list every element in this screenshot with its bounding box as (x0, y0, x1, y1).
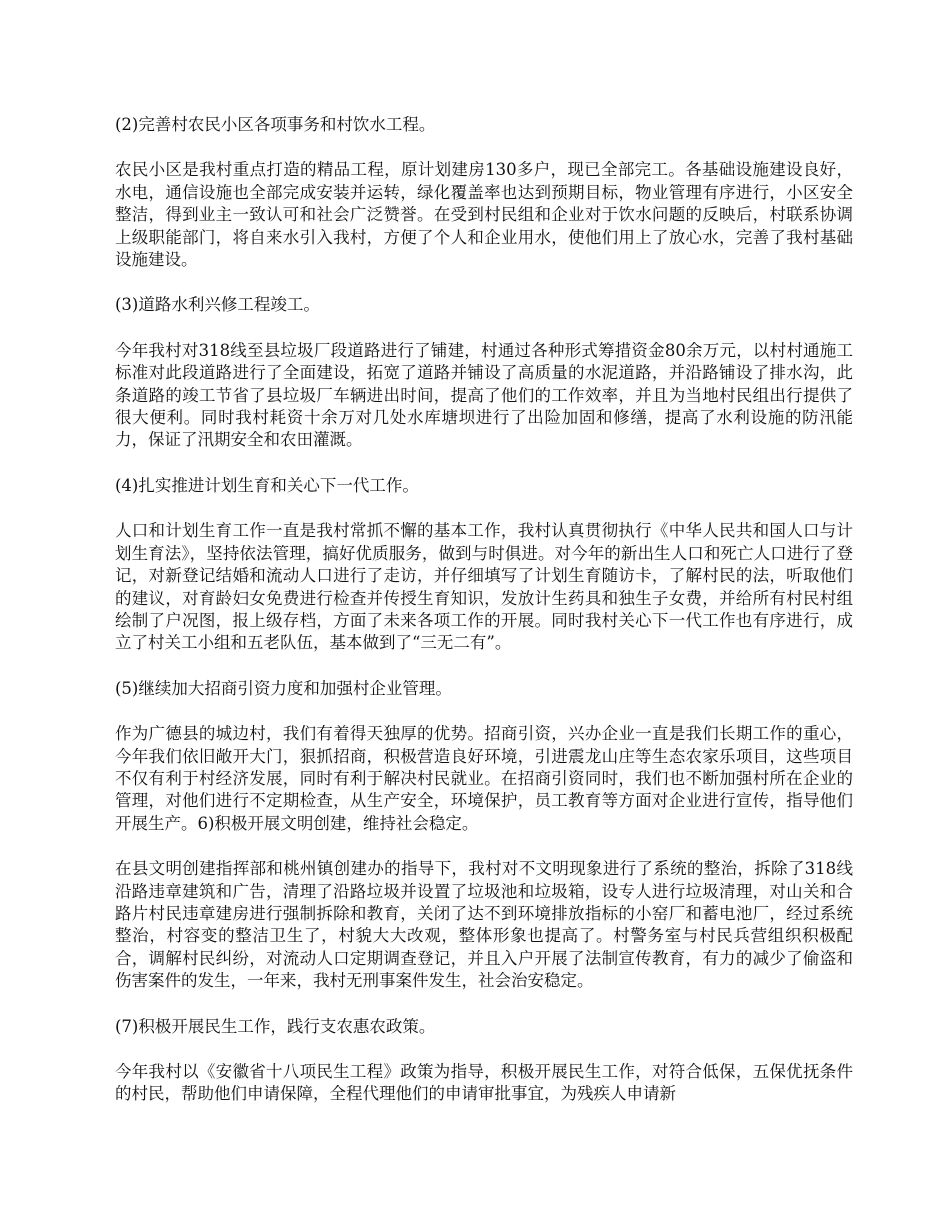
section-heading-2: (2)完善村农民小区各项事务和村饮水工程。 (115, 115, 436, 134)
paragraph-livelihood: 今年我村以《安徽省十八项民生工程》政策为指导，积极开展民生工作，对符合低保，五保优抚条件的村民，帮助他们申请保障，全程代理他们的申请审批事宜，为残疾人申请新 (115, 1062, 853, 1104)
section-heading-4: (4)扎实推进计划生育和关心下一代工作。 (115, 475, 419, 495)
document-body (115, 114, 853, 1129)
section-heading-7: (7)积极开展民生工作，践行支农惠农政策。 (115, 1016, 436, 1036)
section-heading-3: (3)道路水利兴修工程竣工。 (115, 295, 320, 315)
paragraph-residential-area: 农民小区是我村重点打造的精品工程，原计划建房130多户，现已全部完工。各基础设施建设良好，水电，通信设施也全部完成安装并运转，绿化覆盖率也达到预期目标，物业管理有序进行，小区安全整洁，得到业主一致认可和社会广泛赞誉。在受到村民组和企业对于饮水问题的反映后，村联系协调上级职能部门，将自来水引入我村，方便了个人和企业用水，使他们用上了放心水，完善了我村基础设施建设。 (115, 160, 853, 270)
paragraph-civilization: 在县文明创建指挥部和桃州镇创建办的指导下，我村对不文明现象进行了系统的整治，拆除了318线沿路违章建筑和广告，清理了沿路垃圾并设置了垃圾池和垃圾箱，设专人进行垃圾清理，对山关和合路片村民违章建房进行强制拆除和教育，关闭了达不到环境排放指标的小窑厂和蓄电池厂，经过系统整治，村容变的整洁卫生了，村貌大大改观，整体形象也提高了。村警务室与村民兵营组织积极配合，调解村民纠纷，对流动人口定期调查登记，并且入户开展了法制宣传教育，有力的减少了偷盗和伤害案件的发生，一年来，我村无刑事案件发生，社会治安稳定。 (115, 859, 853, 991)
section-heading-5: (5)继续加大招商引资力度和加强村企业管理。 (115, 678, 452, 698)
paragraph-family-planning: 人口和计划生育工作一直是我村常抓不懈的基本工作，我村认真贯彻执行《中华人民共和国人口与计划生育法》，坚持依法管理，搞好优质服务，做到与时俱进。对今年的新出生人口和死亡人口进行了登记，对新登记结婚和流动人口进行了走访，并仔细填写了计划生育随访卡，了解村民的法，听取他们的建议，对育龄妇女免费进行检查并传授生育知识，发放计生药具和独生子女费，并给所有村民村组绘制了户况图，报上级存档，方面了未来各项工作的开展。同时我村关心下一代工作也有序进行，成立了村关工小组和五老队伍，基本做到了“三无二有”。 (115, 521, 853, 653)
paragraph-road-water: 今年我村对318线至县垃圾厂段道路进行了铺建，村通过各种形式筹措资金80余万元，以村村通施工标准对此段道路进行了全面建设，拓宽了道路并铺设了高质量的水泥道路，并沿路铺设了排水沟，此条道路的竣工节省了县垃圾厂车辆进出时间，提高了他们的工作效率，并且为当地村民组出行提供了很大便利。同时我村耗资十余万对几处水库塘坝进行了出险加固和修缮，提高了水利设施的防汛能力，保证了汛期安全和农田灌溉。 (115, 340, 853, 450)
paragraph-investment: 作为广德县的城边村，我们有着得天独厚的优势。招商引资，兴办企业一直是我们长期工作的重心，今年我们依旧敞开大门，狠抓招商，积极营造良好环境，引进震龙山庄等生态农家乐项目，这些项目不仅有利于村经济发展，同时有利于解决村民就业。在招商引资同时，我们也不断加强村所在企业的管理，对他们进行不定期检查，从生产安全，环境保护，员工教育等方面对企业进行宣传，指导他们开展生产。6)积极开展文明创建，维持社会稳定。 (115, 724, 853, 833)
